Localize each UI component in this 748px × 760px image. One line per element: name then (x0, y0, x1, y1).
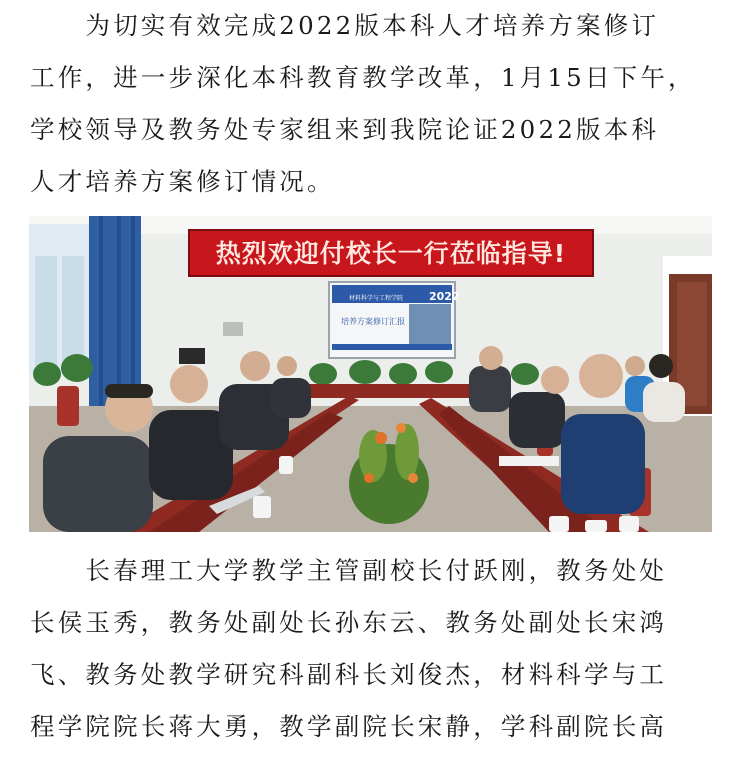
presentation-screen (329, 282, 460, 358)
text-line: 长侯玉秀，教务处副处长孙东云、教务处副处长宋鸿 (30, 608, 668, 637)
text-line: 为切实有效完成2022版本科人才培养方案修订 (30, 11, 660, 40)
text-line: 飞、教务处教学研究科副科长刘俊杰，材料科学与工 (30, 660, 668, 689)
text-line: 长春理工大学教学主管副校长付跃刚，教务处处 (30, 556, 668, 585)
meeting-photo (29, 216, 712, 532)
text-line: 人才培养方案修订情况。 (30, 167, 335, 196)
welcome-banner (189, 230, 593, 276)
screen-title: 培养方案修订汇报 (341, 317, 405, 326)
text-line: 工作，进一步深化本科教育教学改革，1月15日下午， (30, 63, 696, 92)
text-line: 程学院院长蒋大勇，教学副院长宋静，学科副院长高 (30, 712, 668, 741)
screen-year: 2022 (429, 290, 460, 303)
text-line: 学校领导及教务处专家组来到我院论证2022版本科 (30, 115, 660, 144)
intro-paragraph (30, 0, 720, 208)
banner-text: 热烈欢迎付校长一行莅临指导! (215, 239, 567, 268)
screen-header: 材料科学与工程学院 (349, 295, 404, 302)
attendees-paragraph (30, 545, 720, 753)
